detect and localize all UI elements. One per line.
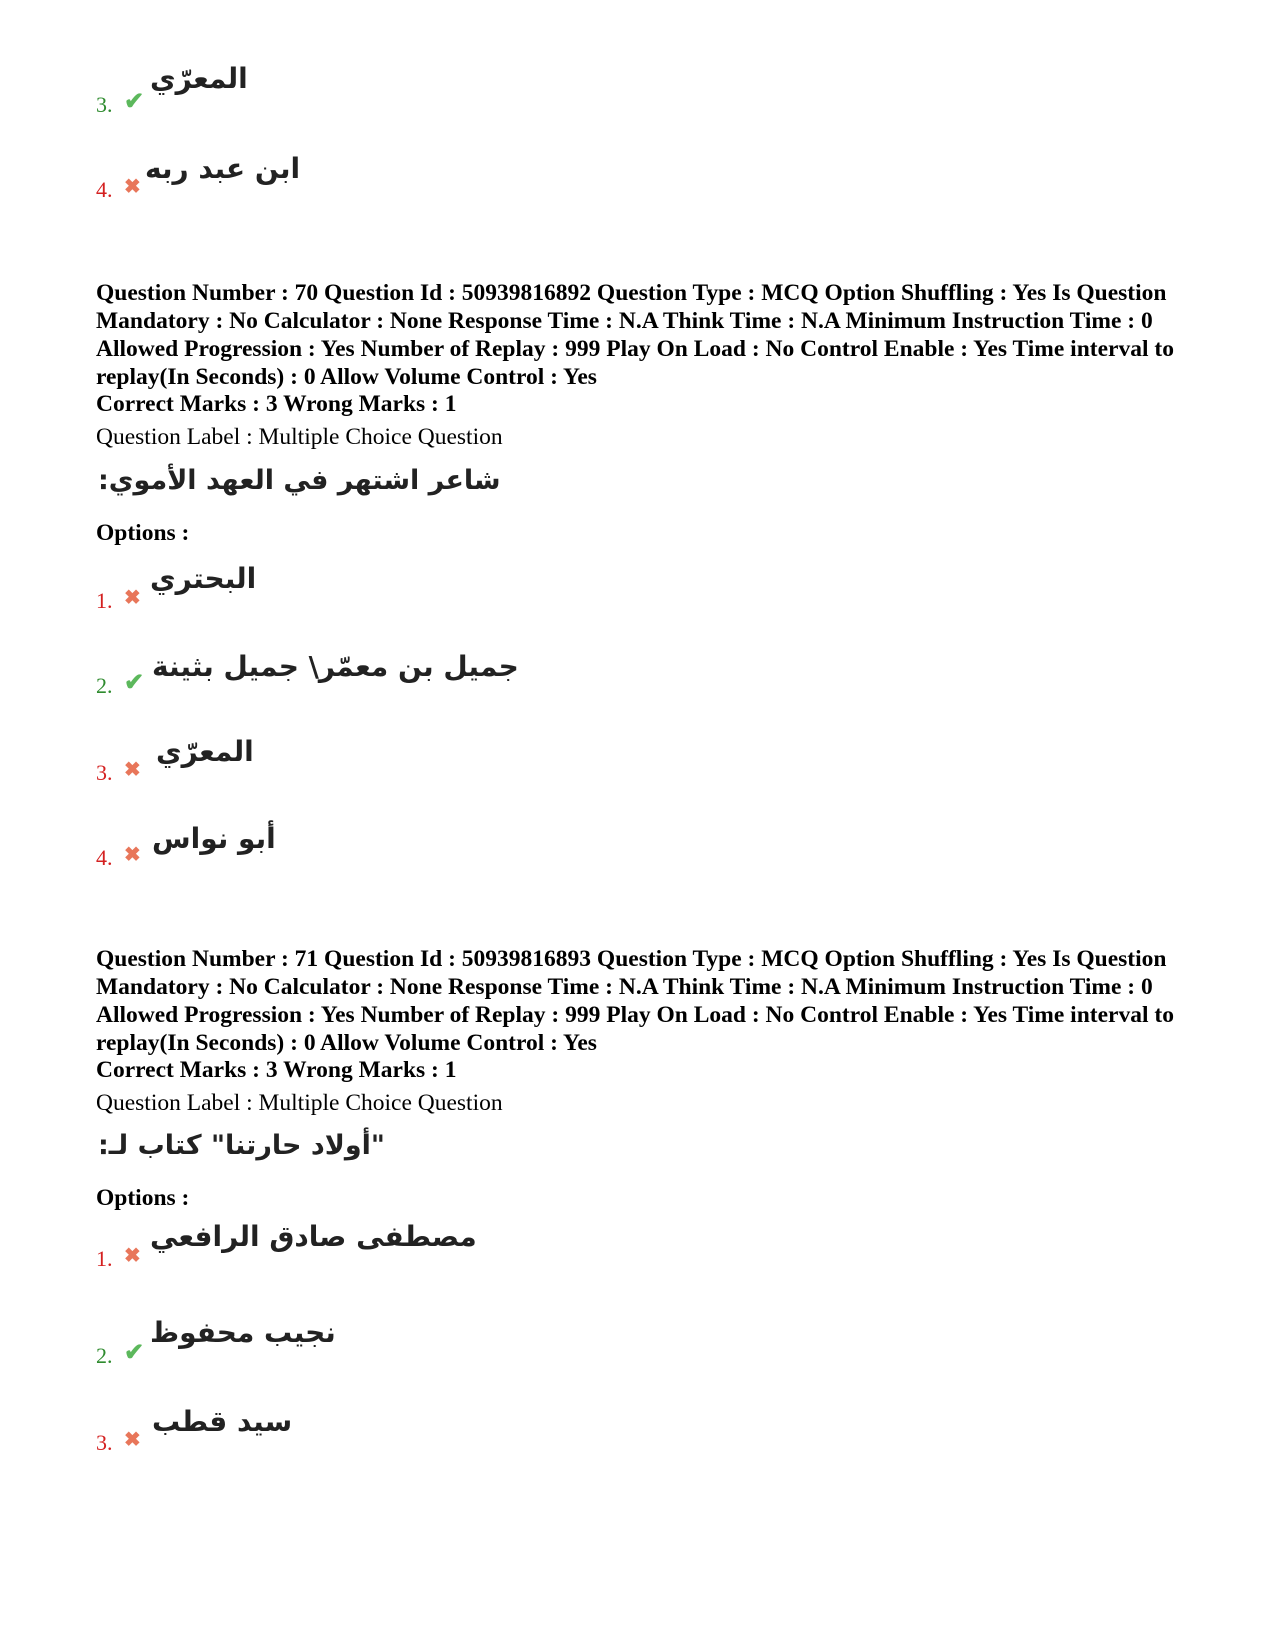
option-text: ابن عبد ربه bbox=[145, 152, 301, 185]
question-marks: Correct Marks : 3 Wrong Marks : 1 bbox=[96, 391, 457, 417]
cross-icon: ✖ bbox=[124, 759, 141, 781]
option-number: 3. bbox=[96, 1430, 113, 1455]
check-icon: ✔ bbox=[124, 1340, 145, 1366]
check-icon: ✔ bbox=[124, 670, 145, 696]
option-number: 1. bbox=[96, 588, 113, 613]
option-text: البحتري bbox=[150, 562, 257, 595]
option-number: 2. bbox=[96, 673, 113, 698]
option-number: 1. bbox=[96, 1246, 113, 1271]
option-number: 4. bbox=[96, 845, 113, 870]
option-number: 2. bbox=[96, 1343, 113, 1368]
option-text: المعرّي bbox=[156, 735, 254, 768]
option-text: نجيب محفوظ bbox=[150, 1316, 336, 1349]
options-heading: Options : bbox=[96, 1185, 190, 1211]
option-text: أبو نواس bbox=[152, 822, 276, 855]
option-text: المعرّي bbox=[150, 62, 248, 95]
check-icon: ✔ bbox=[124, 89, 145, 115]
option-text: مصطفى صادق الرافعي bbox=[150, 1220, 477, 1253]
cross-icon: ✖ bbox=[124, 1429, 141, 1451]
cross-icon: ✖ bbox=[124, 844, 141, 866]
cross-icon: ✖ bbox=[124, 587, 141, 609]
option-text: سيد قطب bbox=[152, 1405, 293, 1438]
question-meta: Question Number : 71 Question Id : 50939816893 Question Type : MCQ Option Shuffling : Yes Is Question Mandatory : No Calculator : None Response Time : N.A Think Time : N.A Minimum Instruction Time : 0 Allowed Progression : Yes Number of Replay : 999 Play On Load : No Control Enable : Yes Time interval to replay(In Seconds) : 0 Allow Volume Control : Yes bbox=[96, 946, 1174, 1056]
option-number: 3. bbox=[96, 760, 113, 785]
cross-icon: ✖ bbox=[124, 1245, 141, 1267]
question-label: Question Label : Multiple Choice Question bbox=[96, 1090, 503, 1116]
option-text: جميل بن معمّر\ جميل بثينة bbox=[152, 650, 519, 683]
options-heading: Options : bbox=[96, 520, 190, 546]
option-number: 4. bbox=[96, 177, 113, 202]
question-meta: Question Number : 70 Question Id : 50939816892 Question Type : MCQ Option Shuffling : Yes Is Question Mandatory : No Calculator : None Response Time : N.A Think Time : N.A Minimum Instruction Time : 0 Allowed Progression : Yes Number of Replay : 999 Play On Load : No Control Enable : Yes Time interval to replay(In Seconds) : 0 Allow Volume Control : Yes bbox=[96, 280, 1174, 390]
cross-icon: ✖ bbox=[124, 176, 141, 198]
question-label: Question Label : Multiple Choice Question bbox=[96, 424, 503, 450]
question-marks: Correct Marks : 3 Wrong Marks : 1 bbox=[96, 1057, 457, 1083]
question-text: شاعر اشتهر في العهد الأموي: bbox=[98, 465, 501, 496]
option-number: 3. bbox=[96, 92, 113, 117]
question-text: "أولاد حارتنا" كتاب لـ: bbox=[98, 1130, 385, 1161]
